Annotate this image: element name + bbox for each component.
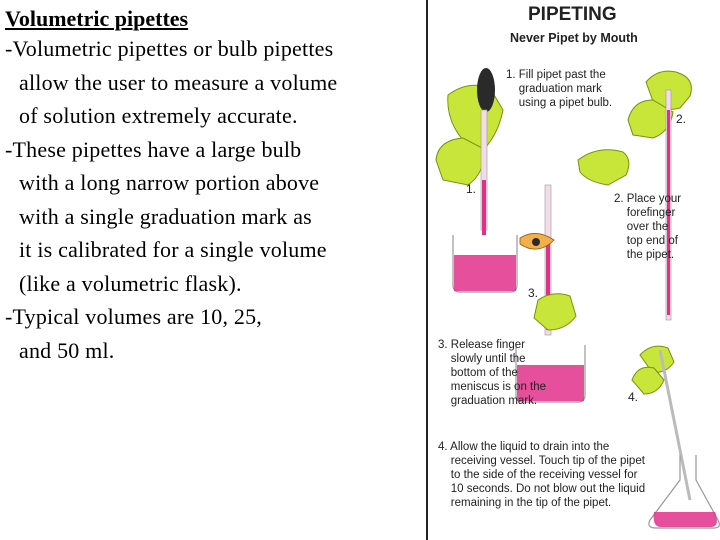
step1-number: 1.: [466, 182, 477, 196]
text-line: with a long narrow portion above: [19, 170, 320, 195]
step1-text: 1. Fill pipet past the graduation mark using a pipet bulb.: [506, 69, 613, 109]
figure-subheading: Never Pipet by Mouth: [510, 31, 638, 45]
figure-heading: PIPETING: [528, 4, 617, 25]
step3-number: 3.: [528, 286, 539, 300]
text-line: of solution extremely accurate.: [19, 103, 298, 128]
text-line: and 50 ml.: [19, 337, 115, 363]
step3-text: 3. Release finger slowly until the bottom of the meniscus is on the graduation mark.: [438, 339, 547, 407]
step2-text: 2. Place your forefinger over the top end of the pipet.: [614, 193, 682, 261]
text-line: -Typical volumes are 10, 25,: [5, 304, 262, 329]
text-line: -Volumetric pipettes or bulb pipettes: [5, 36, 334, 61]
step4-number: 4.: [628, 390, 639, 404]
step4-text: 4. Allow the liquid to drain into the receiving vessel. Touch tip of the pipet to the side of the receiving vessel for 10 seconds. Do not blow out the liquid remaining in the tip of the pipet.: [438, 441, 646, 509]
text-line: (like a volumetric flask).: [19, 270, 242, 296]
text-line: with a single graduation mark as: [19, 203, 312, 229]
slide-title: Volumetric pipettes: [5, 6, 189, 31]
text-line: allow the user to measure a volume: [19, 69, 338, 95]
step2-number: 2.: [676, 112, 687, 126]
text-line: it is calibrated for a single volume: [19, 237, 327, 262]
pipeting-figure: [426, 0, 720, 540]
text-line: -These pipettes have a large bulb: [5, 136, 302, 162]
step1-drawing: [436, 68, 517, 292]
slide-text: [5, 6, 425, 367]
